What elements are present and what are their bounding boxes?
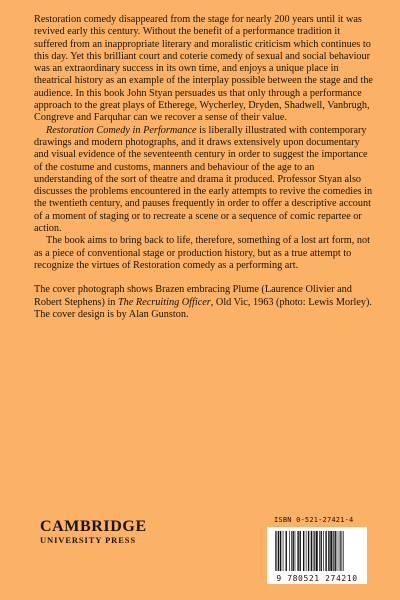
barcode-bar (313, 531, 314, 571)
barcode-bar (319, 531, 320, 571)
barcode-bar (283, 531, 284, 571)
cover-credit: The cover photograph shows Brazen embracing Plume (Laurence Olivier and Robert Stephens) in The Recruiting Officer, Old Vic, 1963 (photo: Lewis Morley). The cover design is by Alan Gunston. (34, 284, 372, 320)
barcode-bar (333, 531, 334, 571)
barcode-bar (278, 531, 279, 571)
barcode-bar (314, 531, 315, 571)
barcode-bar (303, 531, 304, 571)
barcode-bar (308, 531, 309, 571)
barcode-number: 9 780521 274210 (276, 574, 358, 583)
barcode (267, 527, 367, 584)
barcode-bar (276, 531, 277, 571)
barcode-bar (297, 531, 298, 571)
barcode-bar (339, 531, 340, 571)
barcode-bar (337, 531, 338, 571)
publisher-subtitle: UNIVERSITY PRESS (40, 535, 137, 545)
barcode-bar (321, 531, 322, 571)
book-title: Restoration Comedy in Performance (46, 124, 197, 136)
barcode-bar (316, 531, 318, 571)
barcode-bar (325, 531, 326, 571)
barcode-bar (275, 531, 276, 571)
barcode-bar (286, 531, 287, 571)
barcode-bar (323, 531, 324, 571)
blurb-paragraph-1: Restoration comedy disappeared from the stage for nearly 200 years until it was revived early this century. Without the benefit of a performance tradition it suffered from an inappropriate literary and moralistic criticism which continues to this day. Yet this brilliant court and coterie comedy of sexual and social behaviour was an extraordinary success in its own time, and enjoys a unique place in theatrical history as an example of the interplay possible between the stage and the audience. In this book John Styan persuades us that only through a performance approach to the great plays of Etherege, Wycherley, Dryden, Shadwell, Vanbrugh, Congreve and Farquhar can we recover a sense of their value. (34, 14, 373, 124)
barcode-bar (295, 531, 296, 571)
blurb-paragraph-3: The book aims to bring back to life, therefore, something of a lost art form, not as a piece of conventional stage or production history, but as a true attempt to recognize the virtues of Restoration comedy as a performing art. (34, 235, 370, 271)
barcode-bar (335, 531, 336, 571)
barcode-bar (280, 531, 281, 571)
barcode-bar (330, 531, 332, 571)
barcode-bar (311, 531, 312, 571)
barcode-bar (300, 531, 301, 571)
barcode-bar (343, 531, 344, 571)
barcode-bar (328, 531, 329, 571)
barcode-bars (267, 527, 367, 575)
barcode-bar (306, 531, 307, 571)
barcode-bar (293, 531, 294, 571)
publisher-logo (40, 519, 147, 545)
play-title: The Recruiting Officer (117, 296, 211, 308)
blurb-paragraph-2: Restoration Comedy in Performance is liberally illustrated with contemporary drawings and modern photographs, and it draws extensively upon documentary and visual evidence of the seventeenth century in order to suggest the importance of the costume and customs, manners and behaviour of the age to an understanding of the sort of theatre and drama it produced. Professor Styan also discusses the problems encountered in the early attempts to revive the comedies in the twentieth century, and pauses frequently in order to offer a descriptive account of a moment of staging or to recreate a scene or a sequence of comic repartee or action. (34, 124, 373, 235)
barcode-bar (291, 531, 292, 571)
back-cover-blurb (34, 14, 374, 321)
barcode-bar (289, 531, 290, 571)
barcode-bar (340, 531, 341, 571)
isbn-label: ISBN 0-521-27421-4 (274, 516, 354, 524)
barcode-bar (342, 531, 343, 571)
publisher-name: CAMBRIDGE (40, 518, 147, 535)
